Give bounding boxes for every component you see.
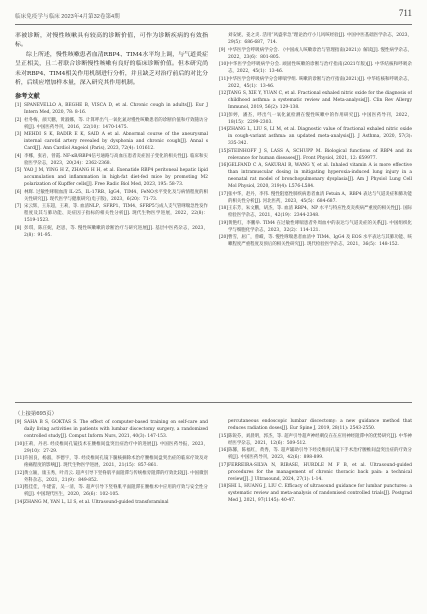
reference-text: 宋云辉，王东超，王莉，等. 血清NLP、SFRP1、TIM4、SFRP5与成人支气管哮喘急性发作程度及其与肺功能、炎症因子指标的相关性分析[J]. 现代生物医学进展，2022，22(8)：1519-1523. <box>24 204 208 224</box>
reference-text: 王东芳，朱文鹏，胡杰，等. 血清 RBP4、NP 水平与特应性皮炎疾病严重度的相关性[J]. 国际检验医学杂志，2021，42(19)：2344-2348. <box>228 206 412 218</box>
body-paragraph: 率被诊断，对慢性咳嗽具有较高的诊断价值，可作为诊断疾病的有效指标。 <box>15 33 208 49</box>
reference-item <box>15 167 208 188</box>
reference-text: 中华医学会呼吸病学分会. 顽固性咳嗽的诊断与治疗指南(2021年版)[J]. 中华结核和呼吸杂志，2022，45(1)：13-46. <box>228 62 412 74</box>
reference-number: [6] <box>15 189 22 195</box>
reference-text: SPANEVELLO A, BEGHE B, VISCA D, et al. Chronic cough in adults[J]. Eur J Intern Med, 2020, 78: 8-16. <box>24 103 208 116</box>
reference-text: STEINHOFF J S, LASS A, SCHUPP M. Biological functions of RBP4 and its relevance for human diseases[J]. Front Physiol, 2021, 12: 659977. <box>228 148 412 161</box>
reference-list <box>219 32 412 248</box>
page-number: 711 <box>398 8 412 18</box>
reference-item <box>15 455 208 469</box>
reference-number: [13] <box>15 485 25 490</box>
reference-text: 曹雪，屈广，曾嵘，等. 慢性哮喘患者血清中 TIM4、IgG4 及 EOS 水平表达与其肺功能、咳嗽程度严重程度及预后的相关性研究[J]. 现代检验医学杂志，2021，36(5)：148-152. <box>228 235 412 247</box>
reference-number: [9] <box>15 420 22 425</box>
reference-number: [1] <box>15 103 22 109</box>
right-column <box>219 32 412 397</box>
reference-text: YAO J M, YING H Z, ZHANG H H, et al. Exenatide RBP4 peritoneal hepatic lipid accumulation and inflammation in high-fat diet-fed mice by promoting M2 polarization of Kupffer cells[J]. Free Radic Biol Med, 2023, 195: 58-73. <box>24 168 208 188</box>
header-rule <box>15 24 412 25</box>
reference-text: 张中华，赵丹，李伟. 慢性阻塞性肺疾病患者血清 Fetuin A、RBP4 表达与气道炎症和肺功能的相关性分析[J]. 河北医药，2023，45(5)：684-687. <box>228 191 412 204</box>
reference-number: [16] <box>219 448 229 453</box>
reference-number: [10] <box>15 441 25 447</box>
reference-text: 陈锐芬，刘晨明，郭杰，等. 超声引导超声神经刺仪在在应用神经阻滞中的优势研究[J]. 中华神经医学杂志，2021，12(6)：509-512. <box>228 433 412 446</box>
reference-number: [5] <box>15 168 22 174</box>
reference-item <box>219 220 412 234</box>
reference-item <box>15 419 208 440</box>
reference-text: GELFAND C A, SAKURAI R, WANG Y, et al. Inhaled vitamin A is more effective than intramuscular dosing in mitigating hyperoxia-induced lung injury in a neonatal rat model of bronchopulmonary dysplasia[J]. Am J Physiol Lung Cell Mol Physiol, 2020, 319(4): L576-L584. <box>228 163 412 189</box>
reference-item <box>219 32 412 46</box>
reference-number: [12] <box>219 91 229 96</box>
reference-text: 庄莉，丹君. 经皮椎间孔镜技术在腰椎间盘突出症治疗中的进展[J]. 中国医药导报，2023，29(10)：27-29. <box>24 441 208 454</box>
reference-number: [3] <box>15 132 22 138</box>
reference-text: 许国良，杨淑，李德宇，等. 经皮椎间孔镜下髓核摘除术治疗腰椎间盘突出症的临床疗效及对疼痛程度的影响[J]. 现代生物医学进展，2021，21(15)：857-861. <box>24 456 208 468</box>
reference-item <box>15 131 208 152</box>
reference-number: [18] <box>219 484 229 489</box>
reference-text: 彭琪，陈庄妮，赵思，等. 慢性咳嗽嗽的诊断治疗与研究进展[J]. 基层中医药杂志，2023，2(8)：91-95. <box>24 225 208 238</box>
reference-item <box>219 433 412 447</box>
continued-left-column <box>15 409 208 604</box>
reference-number: [12] <box>15 470 25 476</box>
reference-text: ZHANG L, LIU S, LI M, et al. Diagnostic value of fractional exhaled nitric oxide in cough-variant asthma: an updated meta-analysis[J]. J Asthma, 2020, 57(3): 335-342. <box>228 127 412 146</box>
reference-number: [7] <box>15 204 22 210</box>
reference-number: [18] <box>219 206 229 211</box>
continued-label: （上接第695页） <box>15 411 57 417</box>
reference-number: [14] <box>15 499 25 505</box>
reference-text: 刘安妮，姜之炎. 活用“风盛挛急”理论治疗小儿风咳经验[J]. 中国中医基础医学杂志，2023，29(5)：686-687，714. <box>228 33 412 45</box>
reference-number: [13] <box>219 112 229 118</box>
reference-item <box>15 470 208 484</box>
reference-item <box>15 484 208 498</box>
reference-text: MEHDI S K, BADIR E K, SAID A et al. Abnormal course of the aneurysmal internal carotid artery revealed by dysphonia and chronic cough[J]. Annal s Card[J]. Ann Cardiol Angeiol (Paris), 2023, 72(4): 101612. <box>24 132 208 152</box>
reference-text: 黄立颖，康玉秀，叶肖云. 超声引导下竖脊肌平面阻滞与传统椎旁阻滞的疗效比较[J]. 中国微创外科杂志，2021，21(9)：849-852. <box>24 470 208 483</box>
reference-item <box>219 148 412 162</box>
reference-item <box>15 225 208 239</box>
reference-text: FERREIRA-SILVA N, RIBASE, HURDLE M F B, et al. Ultrasound-guided procedures for the management of chronic thoracic back pain: a technical review[J]. J Ultrasound, 2024, 27(1): 1-14. <box>228 462 412 482</box>
reference-item <box>219 447 412 461</box>
reference-text: 彭婷，潘杰，呼出气一氧化氮检测在慢性咳嗽中的作用研究[J]. 中国医药导刊，2022，18(15)：2299-2303. <box>228 112 412 125</box>
reference-item <box>15 117 208 131</box>
reference-item <box>219 162 412 190</box>
reference-item <box>219 483 412 504</box>
reference-item <box>15 102 208 116</box>
reference-text: TANG S, XIE Y, YUAN C, et al. Fractional exhaled nitric oxide for the diagnosis of childhood asthma: a systematic review and Meta-analysis[J]. Clin Rev Allergy Immunol, 2019, 56(2): 129-138. <box>228 91 412 110</box>
journal-title: 临床免疫学与临床 2023年4月第32卷第4期 <box>15 14 120 20</box>
reference-text: percutaneous endoscopic lumbar discectomy: a new guidance method that reduces radiation doses[J]. Eur Spine J, 2019, 28(11): 2543-2550. <box>228 419 412 431</box>
reference-number: [19] <box>219 220 229 226</box>
reference-list <box>15 102 208 239</box>
reference-item <box>219 418 412 432</box>
reference-item <box>219 205 412 219</box>
reference-text: 杜冬梅，颜天鹏，黄淑娜，等. 计算呼出气一氧化氮对慢性咳嗽患者的诊断价值和疗效随访分析[J]. 中国医药导刊，2016，22(10)：1470-1475. <box>24 117 208 130</box>
reference-number: [17] <box>219 462 229 468</box>
reference-item <box>219 76 412 90</box>
reference-item <box>15 203 208 224</box>
reference-number: [15] <box>219 148 229 154</box>
reference-item <box>15 441 208 455</box>
reference-text: 陈馨，陈福红，黄秀，等. 超声辅助引导下经皮椎间孔镜下手术治疗腰椎间盘突出症的疗效分析[J]. 中国医药导刊，2023，42(6)：898-899. <box>228 448 412 460</box>
reference-text: 李娜，张岩，曾霞. NF-κB/RBP4信号通路与高血压患者炎症因子变化的相关性[J]. 临床和实验医学杂志，2023，20(24)：2362-2368. <box>24 153 208 166</box>
reference-number: [8] <box>15 225 22 231</box>
reference-number: [4] <box>15 153 22 159</box>
reference-text: 中华医学会呼吸病学分会. 《中国成人咳嗽诊治与管理指南(2021)》解读[J]. 慢性病学杂志，2022，23(6)：801-805. <box>228 47 412 60</box>
reference-number: [16] <box>219 163 229 168</box>
reference-text: SAHA B S, GOKTAS S. The effect of computer-based training on self-care and daily living activities in patients with lumbar discectomy surgery, a randomized controlled study[J]. Comput Inform Nurs, 2021, 40(3): 147-153. <box>24 420 208 439</box>
reference-number: [14] <box>219 127 229 132</box>
reference-list <box>15 419 208 506</box>
page-header <box>15 8 412 22</box>
references-heading: 参考文献 <box>15 93 40 101</box>
reference-number: [15] <box>219 433 229 439</box>
reference-item <box>219 126 412 147</box>
reference-text: 中华医学会呼吸病学分会哮喘学组. 咳嗽的诊断与治疗指南(2021)[J]. 中华结核和呼吸杂志，2022，45(1)：13-46. <box>228 76 412 89</box>
reference-number: [10] <box>219 62 229 67</box>
reference-item <box>219 234 412 248</box>
reference-text: 林辉. 过敏性哮喘血清 IL-25、IL-17RB、IgG4、TIM4、FeNO水平变化及与病情程度的相关性研究[J]. 现代医学与健康研究(电子版)，2023，6(20)：71-73. <box>24 189 208 202</box>
reference-number: [17] <box>219 191 229 197</box>
reference-list <box>219 418 412 504</box>
reference-text: ZHANG M, YAN L, LI S, et al. Ultrasound-guided transforaminal <box>24 499 169 505</box>
reference-number: [2] <box>15 117 22 123</box>
reference-number: [9] <box>219 47 226 53</box>
left-column <box>15 32 208 397</box>
reference-item <box>15 499 208 506</box>
section-divider <box>15 402 412 403</box>
continued-right-column <box>219 418 412 604</box>
reference-number: [11] <box>219 76 229 82</box>
reference-item <box>219 112 412 126</box>
reference-item <box>15 153 208 167</box>
reference-item <box>219 462 412 483</box>
reference-number: [11] <box>15 456 25 461</box>
reference-item <box>219 90 412 111</box>
reference-number: [20] <box>219 235 229 240</box>
reference-item <box>219 191 412 205</box>
reference-item <box>15 189 208 203</box>
reference-item <box>219 47 412 61</box>
reference-item <box>219 61 412 75</box>
body-paragraph: 综上所述，慢性咳嗽患者血清RBP4、TIM4水平均上调，与气道炎症呈正相关，且二者联合诊断慢性咳嗽有良好的临床诊断价值。但本研究尚未对RBP4、TIM4相关作用机制进行分析，并且缺乏对治疗前后的对比分析，后续应增加样本量，深入研究其作用机制。 <box>15 51 208 87</box>
reference-text: SHI L, HUANG J, LIU C. Efficacy of ultrasound guidance for lumbar punctures: a systematic review and meta-analysis of randomised controlled trials[J]. Postgrad Med J, 2021, 97(1145): 40-47. <box>228 484 412 503</box>
reference-text: 程佳佳，牛建雷，吴一清，等. 超声引导下竖脊肌平面阻滞在腰椎术中应用的疗效与安全性分析[J]. 中国现代医生，2020，26(6)：102-105. <box>24 485 208 497</box>
reference-text: 黄艳红，李鹏举. TIM4 在过敏性哮喘患者外周血中的表达与气道炎症的关系[J]. 中国组织化学与细胞化学杂志，2023，32(2)：114-121. <box>228 220 412 233</box>
